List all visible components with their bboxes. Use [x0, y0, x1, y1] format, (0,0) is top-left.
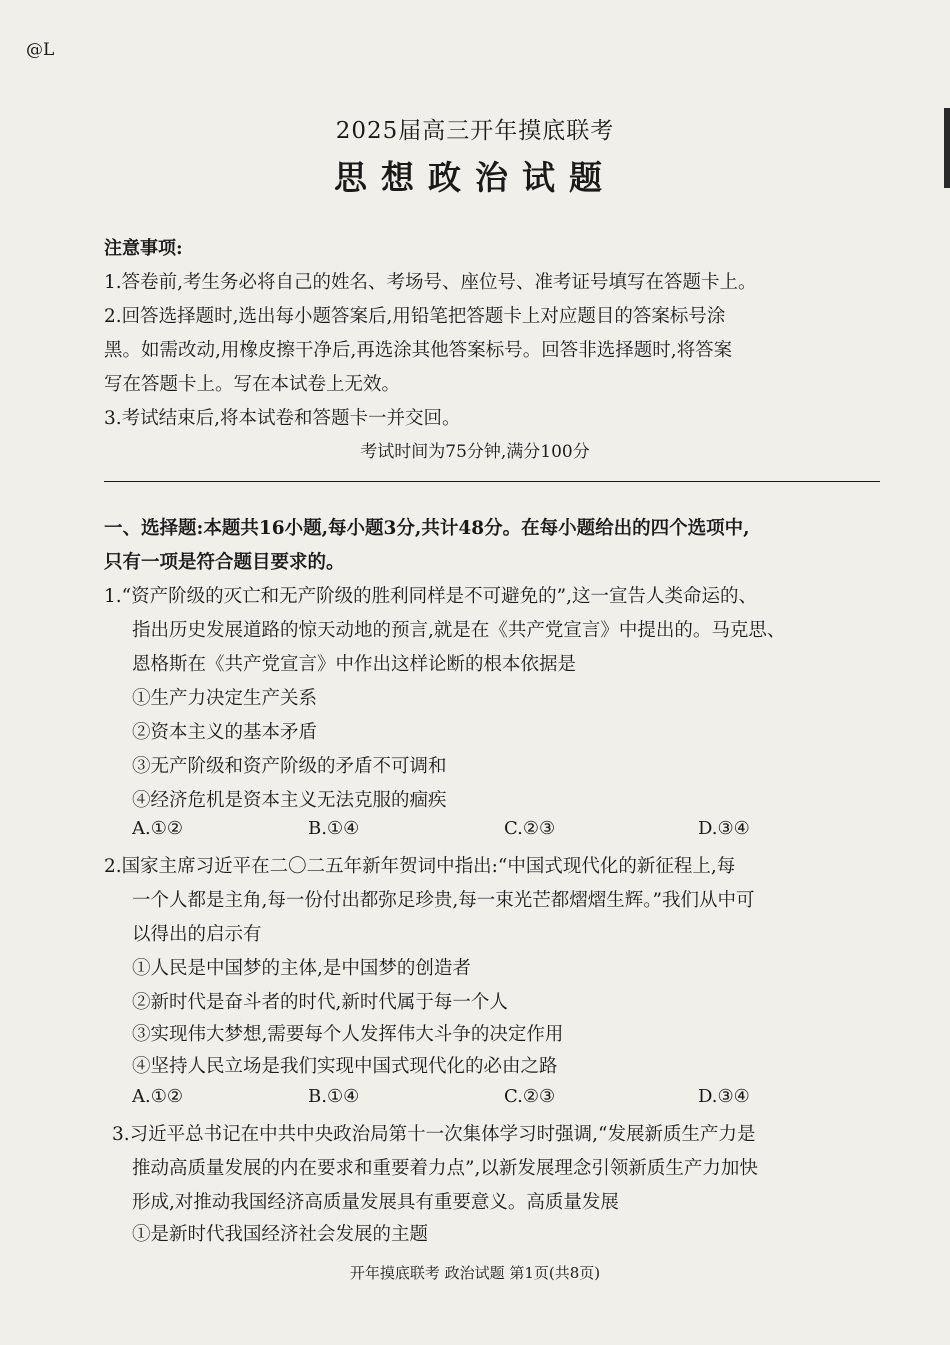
question-1-line: 1.“资产阶级的灭亡和无产阶级的胜利同样是不可避免的”,这一宣告人类命运的、 [104, 586, 757, 607]
option-b[interactable]: B.①④ [308, 818, 360, 839]
option-a[interactable]: A.①② [132, 818, 183, 839]
question-3-item: ①是新时代我国经济社会发展的主题 [132, 1224, 429, 1245]
corner-mark: @L [26, 40, 55, 60]
divider [104, 481, 880, 482]
question-3-line: 3.习近平总书记在中共中央政治局第十一次集体学习时强调,“发展新质生产力是 [112, 1124, 756, 1145]
section-heading: 一、选择题:本题共16小题,每小题3分,共计48分。在每小题给出的四个选项中, [104, 518, 750, 539]
question-2-item: ①人民是中国梦的主体,是中国梦的创造者 [132, 958, 471, 979]
question-1-line: 恩格斯在《共产党宣言》中作出这样论断的根本依据是 [132, 654, 577, 675]
option-c[interactable]: C.②③ [504, 818, 556, 839]
question-1-item: ④经济危机是资本主义无法克服的痼疾 [132, 790, 447, 811]
question-1-item: ②资本主义的基本矛盾 [132, 722, 318, 743]
notice-line: 写在答题卡上。写在本试卷上无效。 [104, 374, 401, 395]
question-3-line: 推动高质量发展的内在要求和重要着力点”,以新发展理念引领新质生产力加快 [132, 1158, 758, 1179]
exam-time: 考试时间为75分钟,满分100分 [360, 442, 590, 462]
page-footer: 开年摸底联考 政治试题 第1页(共8页) [349, 1264, 601, 1282]
notice-title: 注意事项: [104, 238, 183, 259]
option-a[interactable]: A.①② [132, 1086, 183, 1107]
question-1-item: ③无产阶级和资产阶级的矛盾不可调和 [132, 756, 447, 777]
question-2-item: ③实现伟大梦想,需要每个人发挥伟大斗争的决定作用 [132, 1024, 564, 1045]
question-1-line: 指出历史发展道路的惊天动地的预言,就是在《共产党宣言》中提出的。马克思、 [132, 620, 786, 641]
question-2-item: ②新时代是奋斗者的时代,新时代属于每一个人 [132, 992, 508, 1013]
question-2-item: ④坚持人民立场是我们实现中国式现代化的必由之路 [132, 1056, 558, 1077]
page-title: 思想政治试题 [334, 158, 616, 197]
option-c[interactable]: C.②③ [504, 1086, 556, 1107]
notice-line: 3.考试结束后,将本试卷和答题卡一并交回。 [104, 408, 461, 429]
question-2-line: 以得出的启示有 [132, 924, 262, 945]
option-b[interactable]: B.①④ [308, 1086, 360, 1107]
question-2-line: 2.国家主席习近平在二〇二五年新年贺词中指出:“中国式现代化的新征程上,每 [104, 856, 736, 877]
question-1-item: ①生产力决定生产关系 [132, 688, 318, 709]
section-heading-cont: 只有一项是符合题目要求的。 [104, 552, 345, 573]
notice-line: 2.回答选择题时,选出每小题答案后,用铅笔把答题卡上对应题目的答案标号涂 [104, 306, 726, 327]
option-d[interactable]: D.③④ [698, 818, 750, 839]
exam-header: 2025届高三开年摸底联考 [335, 118, 615, 144]
notice-line: 1.答卷前,考生务必将自己的姓名、考场号、座位号、准考证号填写在答题卡上。 [104, 272, 757, 293]
question-2-line: 一个人都是主角,每一份付出都弥足珍贵,每一束光芒都熠熠生辉。”我们从中可 [132, 890, 755, 911]
option-d[interactable]: D.③④ [698, 1086, 750, 1107]
question-3-line: 形成,对推动我国经济高质量发展具有重要意义。高质量发展 [132, 1192, 619, 1213]
notice-line: 黑。如需改动,用橡皮擦干净后,再选涂其他答案标号。回答非选择题时,将答案 [104, 340, 733, 361]
